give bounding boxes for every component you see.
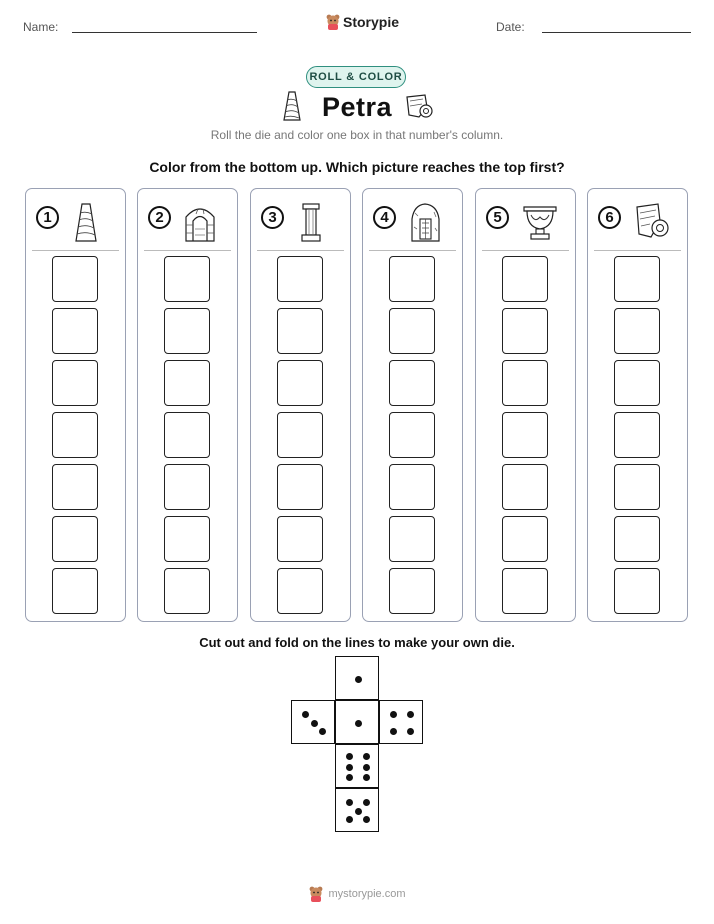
color-box[interactable] [52,308,98,354]
broken-capital-icon [634,201,672,243]
die-face [335,700,379,744]
die-pip [346,764,353,771]
die-pip [355,808,362,815]
color-box[interactable] [52,464,98,510]
bear-mascot-icon [308,886,324,902]
column-divider [32,250,119,251]
column-divider [482,250,569,251]
date-label: Date: [496,20,525,34]
color-box[interactable] [389,568,435,614]
die-face [291,700,335,744]
die-pip [390,711,397,718]
die-pip [363,764,370,771]
bear-mascot-icon [326,14,340,30]
color-box[interactable] [502,360,548,406]
die-pip [355,676,362,683]
instruction-text: Color from the bottom up. Which picture reaches the top first? [149,159,565,175]
page-title: Petra [321,92,393,122]
column-1 [25,188,126,622]
broken-capital-icon [405,93,435,119]
column-number: 4 [373,206,396,229]
brand-name: Storypie [343,14,400,30]
column-divider [369,250,456,251]
color-box[interactable] [277,412,323,458]
color-box[interactable] [502,256,548,302]
color-box[interactable] [164,308,210,354]
date-line[interactable] [542,32,691,33]
column-2 [137,188,238,622]
die-pip [407,711,414,718]
color-box[interactable] [389,464,435,510]
color-box[interactable] [389,308,435,354]
stone-arch-icon [184,201,222,243]
die-pip [319,728,326,735]
color-box[interactable] [277,568,323,614]
column-number: 6 [598,206,621,229]
color-box[interactable] [502,412,548,458]
column-number: 2 [148,206,171,229]
color-box[interactable] [277,256,323,302]
die-pip [363,816,370,823]
column-divider [594,250,681,251]
subtitle: Roll the die and color one box in that number's column. [210,128,504,142]
name-line[interactable] [72,32,257,33]
color-box[interactable] [164,360,210,406]
die-pip [346,816,353,823]
die-pip [390,728,397,735]
die-pip [407,728,414,735]
die-pip [346,774,353,781]
die-pip [346,753,353,760]
color-box[interactable] [277,516,323,562]
die-pip [363,774,370,781]
color-box[interactable] [277,308,323,354]
column-number: 5 [486,206,509,229]
name-label: Name: [23,20,59,34]
column-number: 3 [261,206,284,229]
die-face [335,656,379,700]
color-box[interactable] [52,568,98,614]
die-pip [363,799,370,806]
column-4 [362,188,463,622]
color-box[interactable] [164,464,210,510]
die-pip [346,799,353,806]
color-box[interactable] [502,308,548,354]
die-pip [302,711,309,718]
color-box[interactable] [614,464,660,510]
brand-logo [326,14,399,30]
die-face [379,700,423,744]
roll-and-color-badge: ROLL & COLOR [306,66,406,88]
color-box[interactable] [502,464,548,510]
color-box[interactable] [389,412,435,458]
footer-url[interactable]: mystorypie.com [328,888,406,900]
color-box[interactable] [164,516,210,562]
color-box[interactable] [614,412,660,458]
color-box[interactable] [389,256,435,302]
color-box[interactable] [614,308,660,354]
color-box[interactable] [164,256,210,302]
color-box[interactable] [614,516,660,562]
column-5 [475,188,576,622]
color-box[interactable] [52,360,98,406]
urn-icon [522,201,560,243]
column-6 [587,188,688,622]
cut-instruction: Cut out and fold on the lines to make your own die. [199,635,515,650]
color-box[interactable] [614,568,660,614]
color-box[interactable] [502,516,548,562]
column-number: 1 [36,206,59,229]
die-pip [355,720,362,727]
die-face [335,744,379,788]
column-3 [250,188,351,622]
color-box[interactable] [389,516,435,562]
color-box[interactable] [614,360,660,406]
die-pip [311,720,318,727]
column-divider [144,250,231,251]
die-pip [363,753,370,760]
color-box[interactable] [389,360,435,406]
color-box[interactable] [164,412,210,458]
color-box[interactable] [614,256,660,302]
footer [0,886,714,902]
color-box[interactable] [52,412,98,458]
column-pillar-icon [297,201,335,243]
color-box[interactable] [52,516,98,562]
obelisk-icon [72,201,110,243]
die-face [335,788,379,832]
column-divider [257,250,344,251]
rock-tomb-icon [409,201,447,243]
color-box[interactable] [277,464,323,510]
color-box[interactable] [164,568,210,614]
color-box[interactable] [502,568,548,614]
color-box[interactable] [52,256,98,302]
color-box[interactable] [277,360,323,406]
